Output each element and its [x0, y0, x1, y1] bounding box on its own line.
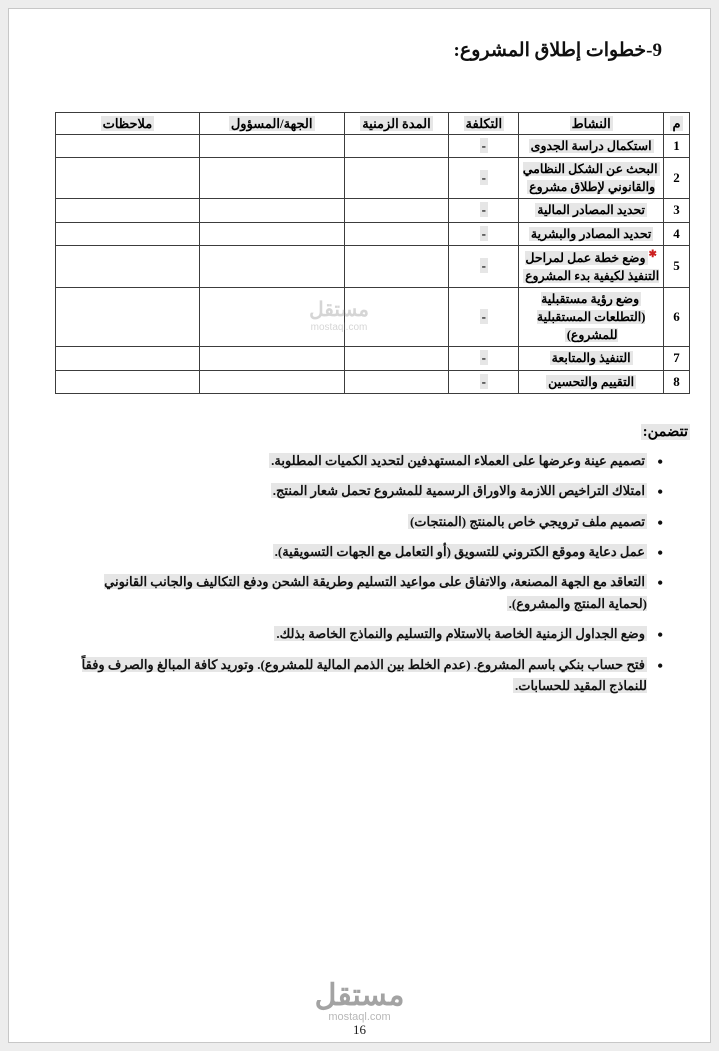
responsible-cell: [199, 222, 344, 245]
row-number-cell: [664, 347, 690, 370]
cost-cell: [449, 370, 519, 393]
red-asterisk-icon: ✱: [648, 248, 657, 260]
row-number: 2: [673, 170, 680, 186]
watermark-domain: mostaql.com: [328, 1011, 391, 1023]
duration-cell: [344, 135, 449, 158]
row-number-cell: [664, 245, 690, 287]
responsible-cell: [199, 135, 344, 158]
responsible-cell: [199, 347, 344, 370]
header-duration-label: المدة الزمنية: [362, 115, 431, 131]
list-item-text: فتح حساب بنكي باسم المشروع. (عدم الخلط بين الذمم المالية للمشروع). وتوريد كافة المبالغ والصرف وفقاً للنماذج المقيد للحسابات.: [81, 656, 647, 694]
activity-cell: [519, 158, 664, 199]
activity-cell: [519, 347, 664, 370]
table-body: [56, 135, 690, 394]
notes-cell: [56, 158, 200, 199]
activity-text: البحث عن الشكل النظامي والقانوني لإطلاق مشروع: [522, 162, 658, 195]
row-number-cell: [664, 222, 690, 245]
row-number: 3: [673, 202, 680, 218]
page-number: 16: [353, 1022, 366, 1037]
activity-cell: [519, 199, 664, 222]
table-row: [56, 347, 690, 370]
list-item: [69, 480, 665, 501]
notes-cell: [56, 347, 200, 370]
header-cost: [449, 113, 519, 135]
responsible-cell: [199, 158, 344, 199]
header-activity-label: النشاط: [571, 115, 611, 131]
row-number-cell: [664, 288, 690, 347]
row-number-cell: [664, 199, 690, 222]
activity-text: وضع خطة عمل لمراحل التنفيذ لكيفية بدء المشروع: [525, 250, 660, 283]
notes-cell: [56, 222, 200, 245]
includes-heading: [9, 424, 690, 441]
list-item: [69, 623, 665, 644]
activity-cell: [519, 245, 664, 287]
activity-text: التقييم والتحسين: [548, 374, 635, 389]
cost-cell: [449, 288, 519, 347]
duration-cell: [344, 347, 449, 370]
includes-list: [69, 450, 665, 697]
cost-value: -: [481, 309, 486, 325]
cost-value: -: [481, 170, 486, 186]
duration-cell: [344, 222, 449, 245]
list-item-text: عمل دعاية وموقع الكتروني للتسويق (أو التعامل مع الجهات التسويقية).: [274, 543, 645, 559]
cost-value: -: [481, 202, 486, 218]
table-row: [56, 288, 690, 347]
notes-cell: [56, 135, 200, 158]
responsible-cell: [199, 245, 344, 287]
list-item-text: تصميم ملف ترويجي خاص بالمنتج (المنتجات): [409, 513, 645, 529]
row-number-cell: [664, 370, 690, 393]
notes-cell: [56, 370, 200, 393]
watermark-brand: مستقل: [314, 979, 405, 1012]
header-responsible: [199, 113, 344, 135]
table-row: [56, 222, 690, 245]
row-number-cell: [664, 158, 690, 199]
activity-cell: [519, 135, 664, 158]
list-item: [69, 654, 665, 697]
cost-cell: [449, 158, 519, 199]
header-activity: [519, 113, 664, 135]
watermark-brand: مستقل: [309, 299, 369, 321]
list-item-text: وضع الجداول الزمنية الخاصة بالاستلام والتسليم والنماذج الخاصة بذلك.: [276, 626, 645, 642]
cost-value: -: [481, 138, 486, 154]
responsible-cell: [199, 199, 344, 222]
activity-text: التنفيذ والمتابعة: [551, 351, 631, 366]
notes-cell: [56, 199, 200, 222]
cost-value: -: [481, 225, 486, 241]
header-responsible-label: الجهة/المسؤول: [230, 115, 313, 131]
cost-cell: [449, 135, 519, 158]
table-row: [56, 245, 690, 287]
list-item-text: التعاقد مع الجهة المصنعة، والاتفاق على مواعيد التسليم وطريقة الشحن ودفع التكاليف والجانب القانوني (لحماية المنتج والمشروع).: [104, 574, 647, 611]
page-title: 9-خطوات إطلاق المشروع:: [453, 40, 662, 61]
activity-cell: [519, 222, 664, 245]
cost-cell: [449, 245, 519, 287]
activity-cell: [519, 370, 664, 393]
duration-cell: [344, 370, 449, 393]
row-number: 5: [673, 258, 680, 274]
list-item: [69, 571, 665, 614]
table-header: [56, 113, 690, 135]
list-item: [69, 511, 665, 532]
table-row: [56, 135, 690, 158]
responsible-cell: [199, 370, 344, 393]
header-cost-label: التكلفة: [465, 115, 503, 131]
cost-value: -: [481, 350, 486, 366]
table-row: [56, 370, 690, 393]
row-number-cell: [664, 135, 690, 158]
row-number: 6: [673, 309, 680, 325]
activity-text: استكمال دراسة الجدوى: [530, 139, 652, 153]
list-item: [69, 541, 665, 562]
cost-cell: [449, 199, 519, 222]
document-page: [8, 8, 711, 1043]
row-number: 8: [673, 373, 680, 389]
notes-cell: [56, 245, 200, 287]
header-duration: [344, 113, 449, 135]
notes-cell: [56, 288, 200, 347]
responsible-cell: [199, 288, 344, 347]
duration-cell: [344, 245, 449, 287]
activity-text: تحديد المصادر والبشرية: [530, 226, 652, 241]
table-header-row: [56, 113, 690, 135]
project-launch-steps-table: [55, 112, 690, 394]
cost-cell: [449, 222, 519, 245]
watermark-domain: mostaql.com: [310, 322, 368, 333]
list-item-text: تصميم عينة وعرضها على العملاء المستهدفين لتحديد الكميات المطلوبة.: [271, 452, 645, 468]
header-notes: [56, 113, 200, 135]
cost-value: -: [481, 258, 486, 274]
header-number-label: م: [672, 115, 681, 131]
header-number: [664, 113, 690, 135]
row-number: 7: [673, 350, 680, 366]
header-notes-label: ملاحظات: [102, 115, 153, 131]
list-item-text: امتلاك التراخيص اللازمة والاوراق الرسمية للمشروع تحمل شعار المنتج.: [272, 483, 645, 499]
activity-cell: [519, 288, 664, 347]
cost-cell: [449, 347, 519, 370]
list-item: [69, 450, 665, 471]
duration-cell: [344, 199, 449, 222]
duration-cell: [344, 158, 449, 199]
table-row: [56, 199, 690, 222]
activity-text: تحديد المصادر المالية: [537, 203, 646, 218]
row-number: 1: [673, 138, 680, 154]
page-footer: [9, 981, 710, 1038]
includes-heading-label: تتضمن:: [642, 423, 688, 440]
cost-value: -: [481, 373, 486, 389]
activity-text: وضع رؤية مستقبلية (التطلعات المستقبلية للمشروع): [536, 292, 646, 343]
duration-cell: [344, 288, 449, 347]
row-number: 4: [673, 225, 680, 241]
table-row: [56, 158, 690, 199]
